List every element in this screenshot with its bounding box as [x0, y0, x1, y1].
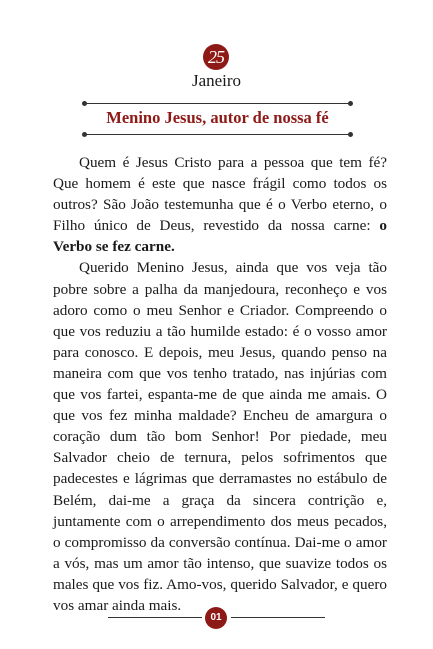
paragraph-2 [53, 257, 387, 616]
title-block [84, 103, 351, 135]
date-badge: 25 [203, 44, 229, 70]
footer-rule-right [231, 617, 325, 618]
paragraph-1-text: Quem é Jesus Cristo para a pessoa que tem fé? Que homem é este que nasce frágil como todos os outros? São João testemunha que é o Verbo eterno, o Filho único de Deus, revestido da nossa carne: [53, 154, 387, 235]
footer-rule-left [108, 617, 202, 618]
month-label: Janeiro [191, 71, 242, 90]
paragraph-1 [53, 152, 387, 257]
page-title: Menino Jesus, autor de nossa fé [106, 108, 329, 127]
body-text [53, 152, 387, 616]
page-number: 01 [205, 607, 227, 629]
title-rule-bottom [84, 134, 351, 135]
paragraph-2-text: Querido Menino Jesus, ainda que vos veja tão pobre sobre a palha da manjedoura, reconheço e vos adoro como o meu Senhor e Criador. Compreendo o que vos reduziu a tão humilde estado: é o vosso amor para conosco. E depois, meu Jesus, quando penso na maneira com que vos tenho tratado, nas injúrias com que vos fartei, espanta-me de que ainda me amais. O que vos fez minha maldade? Encheu de amargura o coração dum tão bom Senhor! Por piedade, meu Salvador cheio de ternura, pelos sofrimentos que padecestes e lágrimas que derramastes no estábulo de Belém, dai-me a graça da sincera contrição e, juntamente com o arrependimento dos meus pecados, o compromisso da conversão contínua. Dai-me o amor a vós, mas um amor tão intenso, que suavize todos os males que vos fiz. Amo-vos, querido Salvador, e quero vos amar ainda mais. [53, 259, 387, 614]
paragraph-1-emphasis: o Verbo se fez carne. [53, 217, 387, 256]
page-footer [108, 607, 325, 629]
title-rule-top [84, 103, 351, 104]
